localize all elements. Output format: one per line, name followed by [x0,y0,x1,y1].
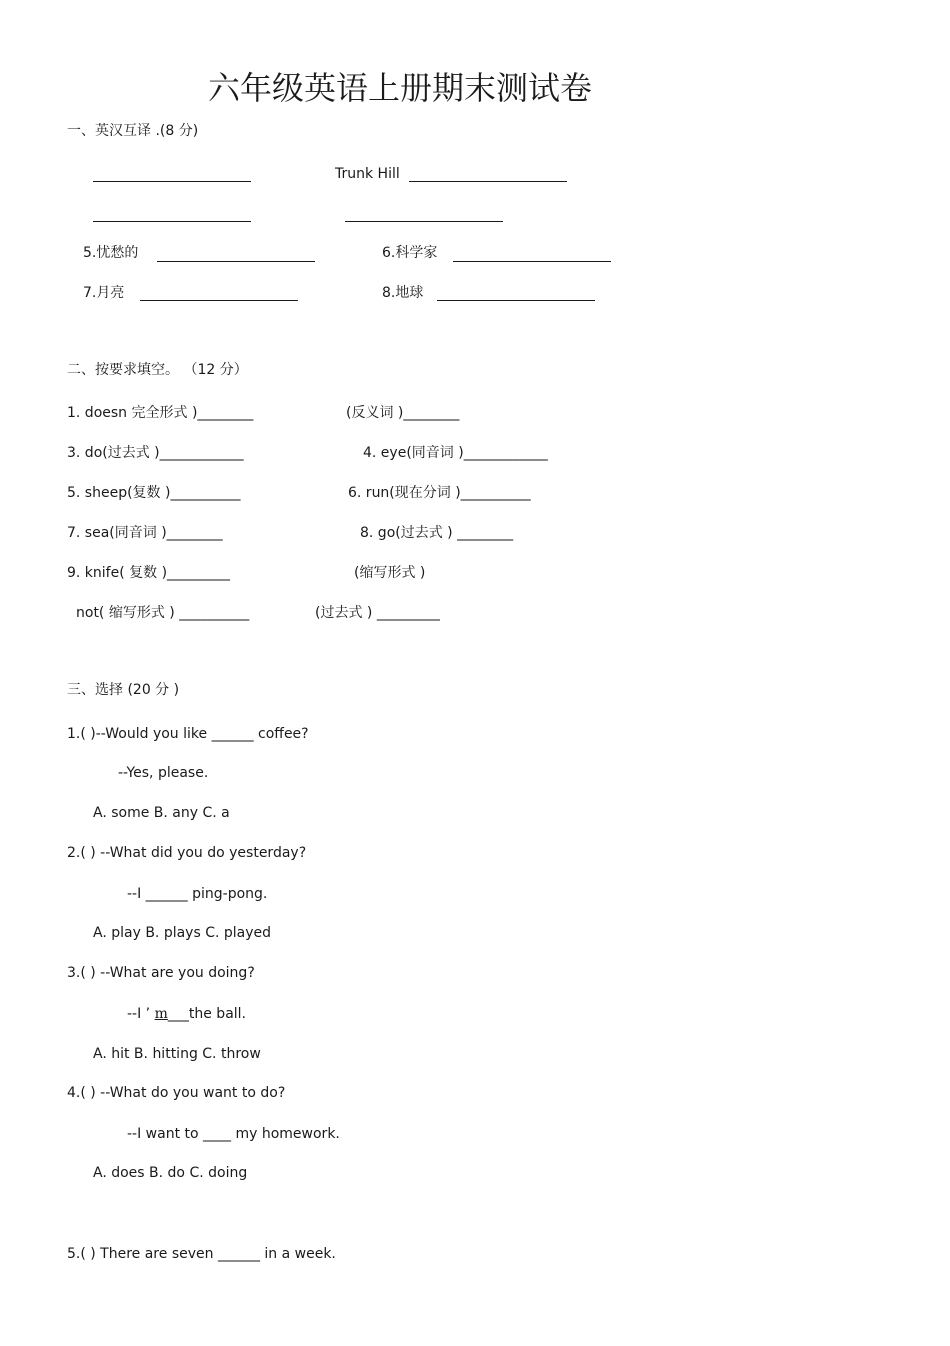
choice-q2-reply: --I ______ ping-pong. [127,886,268,902]
section3-heading: 三、选择 (20 分 ) [67,682,180,698]
answer-blank[interactable] [157,261,315,262]
fill-item-1: 1. doesn 完全形式 )________ [67,405,254,421]
fill-item-7: 7. sea(同音词 )________ [67,525,223,541]
answer-blank[interactable] [437,300,595,301]
choice-q4: 4.( ) --What do you want to do? [67,1085,286,1101]
answer-blank[interactable] [140,300,298,301]
fill-item-6: 6. run(现在分词 )__________ [348,485,531,501]
choice-q1: 1.( )--Would you like ______ coffee? [67,726,309,742]
section2-heading: 二、按要求填空。 （12 分） [67,362,248,378]
answer-blank[interactable] [345,221,503,222]
choice-q4-options: A. does B. do C. doing [93,1165,248,1181]
page-title: 六年级英语上册期末测试卷 [208,69,593,107]
choice-q1-options: A. some B. any C. a [93,805,230,821]
fill-item-10: (缩写形式 ) [354,565,426,581]
choice-q1-reply: --Yes, please. [118,765,209,781]
fill-item-5: 5. sheep(复数 )__________ [67,485,241,501]
item-trunk-hill: Trunk Hill [335,166,400,182]
fill-item-3: 3. do(过去式 )____________ [67,445,244,461]
section1-heading: 一、英汉互译 .(8 分) [67,123,199,139]
answer-blank[interactable] [409,181,567,182]
item-7: 7.月亮 [83,285,125,301]
choice-q5: 5.( ) There are seven ______ in a week. [67,1246,336,1262]
reply-suffix: ___the ball. [167,1006,246,1022]
fill-item-11: not( 缩写形式 ) __________ [76,605,250,621]
fill-item-9: 9. knife( 复数 )_________ [67,565,231,581]
choice-q4-reply: --I want to ____ my homework. [127,1126,340,1142]
fill-item-12: (过去式 ) _________ [315,605,440,621]
choice-q2-options: A. play B. plays C. played [93,925,272,941]
answer-blank[interactable] [93,181,251,182]
item-5: 5.忧愁的 [83,245,139,261]
fill-item-8: 8. go(过去式 ) ________ [360,525,514,541]
answer-blank[interactable] [453,261,611,262]
fill-item-4: 4. eye(同音词 )____________ [363,445,548,461]
choice-q3-options: A. hit B. hitting C. throw [93,1046,261,1062]
choice-q3: 3.( ) --What are you doing? [67,965,255,981]
choice-q2: 2.( ) --What did you do yesterday? [67,845,307,861]
item-8: 8.地球 [382,285,424,301]
reply-prefix: --I ’ [127,1006,155,1022]
answer-blank[interactable] [93,221,251,222]
fill-item-2: (反义词 )________ [346,405,460,421]
choice-q3-reply [127,1007,246,1021]
reply-m: m [154,1006,168,1022]
item-6: 6.科学家 [382,245,438,261]
